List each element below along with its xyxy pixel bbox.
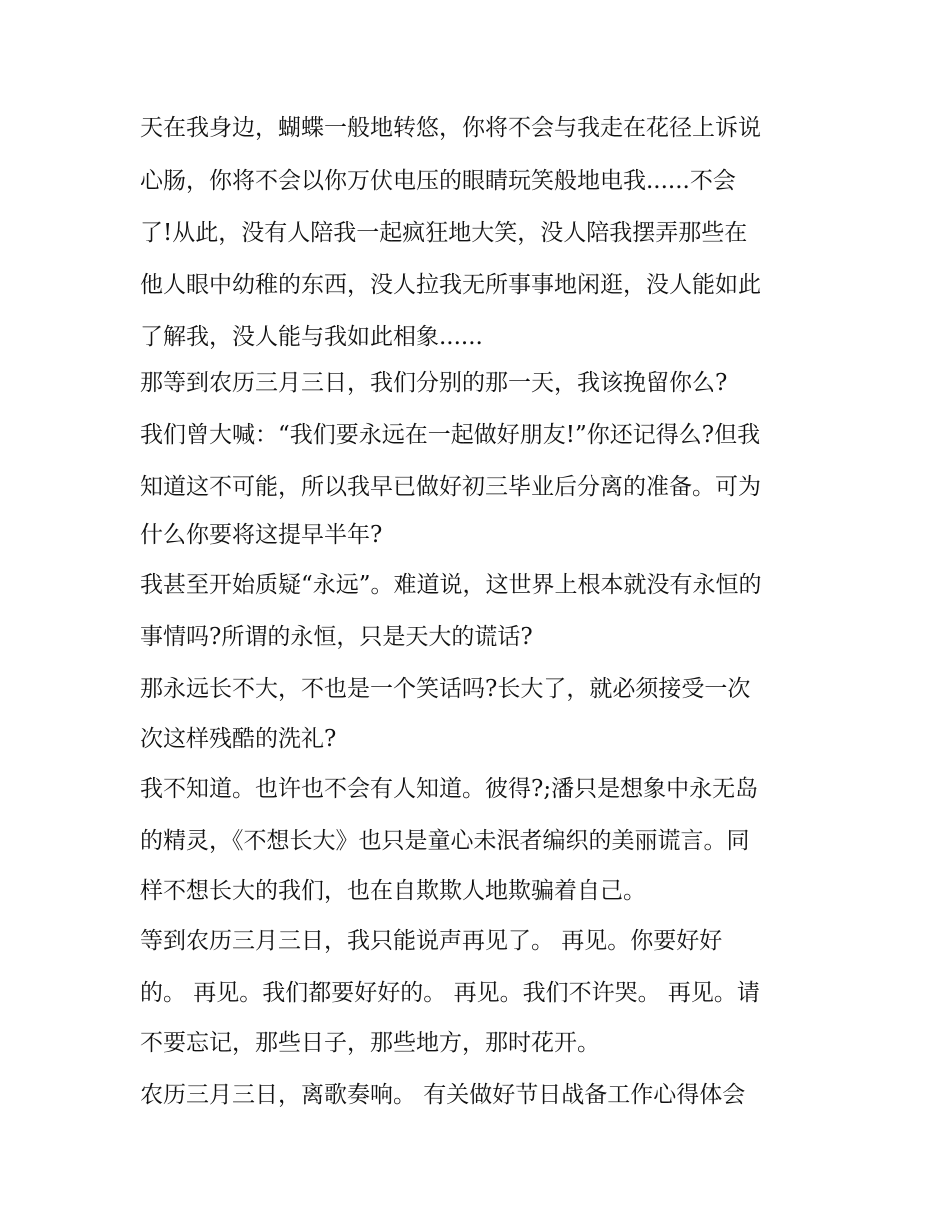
text-line: 那等到农历三月三日，我们分别的那一天，我该挽留你么? bbox=[140, 370, 728, 396]
text-line: 那永远长不大，不也是一个笑话吗?长大了，就必须接受一次 bbox=[140, 676, 751, 702]
text-line: 知道这不可能，所以我早已做好初三毕业后分离的准备。可为 bbox=[140, 474, 761, 500]
text-line: 了!从此，没有人陪我一起疯狂地大笑，没人陪我摆弄那些在 bbox=[140, 220, 748, 246]
text-line: 我不知道。也许也不会有人知道。彼得?;潘只是想象中永无岛 bbox=[140, 776, 759, 802]
text-line: 我甚至开始质疑“永远”。难道说，这世界上根本就没有永恒的 bbox=[140, 572, 762, 598]
text-line: 天在我身边，蝴蝶一般地转悠，你将不会与我走在花径上诉说 bbox=[140, 115, 761, 141]
text-line: 次这样残酷的洗礼? bbox=[140, 726, 337, 752]
text-line: 的精灵，《不想长大》也只是童心未泯者编织的美丽谎言。同 bbox=[140, 828, 750, 854]
text-line: 样不想长大的我们，也在自欺欺人地欺骗着自己。 bbox=[140, 878, 646, 904]
text-line: 他人眼中幼稚的东西，没人拉我无所事事地闲逛，没人能如此 bbox=[140, 272, 761, 298]
text-line: 什么你要将这提早半年? bbox=[140, 522, 383, 548]
text-line: 我们曾大喊：“我们要永远在一起做好朋友!”你还记得么?但我 bbox=[140, 422, 761, 448]
text-line: 事情吗?所谓的永恒，只是天大的谎话? bbox=[140, 624, 533, 650]
text-line: 不要忘记，那些日子，那些地方，那时花开。 bbox=[140, 1030, 600, 1056]
text-line: 的。 再见。我们都要好好的。 再见。我们不许哭。 再见。请 bbox=[140, 980, 760, 1006]
text-line: 等到农历三月三日，我只能说声再见了。 再见。你要好好 bbox=[140, 928, 723, 954]
text-line: 农历三月三日，离歌奏响。 有关做好节日战备工作心得体会 bbox=[140, 1082, 746, 1108]
text-line: 了解我，没人能与我如此相象...... bbox=[140, 324, 483, 350]
text-line: 心肠，你将不会以你万伏电压的眼睛玩笑般地电我......不会 bbox=[140, 168, 736, 194]
